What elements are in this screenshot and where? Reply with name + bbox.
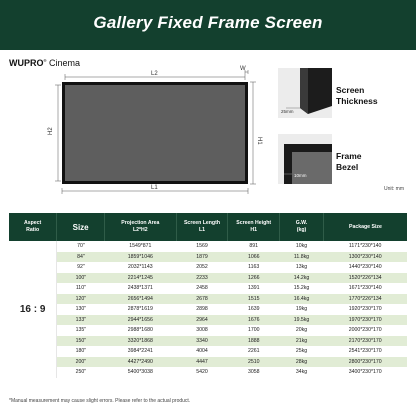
cell-size: 250" — [75, 369, 87, 376]
callout-bezel: Frame Bezel — [336, 151, 362, 172]
table-row — [9, 283, 407, 294]
cell-length: 2233 — [176, 273, 228, 284]
cell-gw: 15.2kg — [293, 285, 310, 292]
cell-length: 4447 — [176, 357, 228, 368]
cell-size: 70" — [77, 243, 85, 250]
cell-length: 1569 — [196, 243, 208, 250]
cell-size: 135" — [75, 327, 87, 334]
cell-size: 120" — [57, 294, 105, 305]
cell-area: 1549*871 — [129, 243, 152, 250]
cell-gw: 10kg — [295, 243, 308, 250]
cell-length: 2964 — [176, 315, 228, 326]
cell-gw: 13kg — [295, 264, 308, 271]
cell-height: 1066 — [228, 252, 280, 263]
brand-suffix: Cinema — [48, 58, 80, 68]
screen-surface — [65, 85, 245, 181]
cell-height: 1266 — [228, 273, 280, 284]
cell-height: 2261 — [247, 348, 260, 355]
cell-gw: 19kg — [295, 306, 308, 313]
cell-area: 2988*1680 — [127, 327, 153, 334]
brand-name: WUPRO — [9, 58, 44, 68]
table-row — [9, 273, 407, 284]
table-row — [9, 294, 407, 305]
cell-height: 1391 — [247, 285, 260, 292]
cell-length: 3340 — [176, 336, 228, 347]
cell-area: 2032*1143 — [127, 264, 153, 271]
cell-gw: 34kg — [295, 369, 308, 376]
cell-area: 3984*2241 — [127, 348, 153, 355]
cell-area: 2878*1619 — [127, 306, 153, 313]
table-row — [9, 325, 407, 336]
cell-size: 200" — [57, 357, 105, 368]
cell-package: 3400*230*170 — [348, 369, 382, 376]
cell-gw: 14.2kg — [280, 273, 324, 284]
table-body — [9, 241, 407, 378]
cell-height: 1639 — [247, 306, 260, 313]
table-header-row — [9, 213, 407, 241]
label-l1: L1 — [151, 185, 158, 191]
header-package-size: Package Size — [323, 213, 407, 241]
callout-thickness: Screen Thickness — [336, 85, 378, 106]
cell-package: 1770*226*134 — [323, 294, 407, 305]
cell-height: 1888 — [228, 336, 280, 347]
cell-height: 3058 — [247, 369, 260, 376]
cell-package: 2000*230*170 — [348, 327, 382, 334]
thickness-label: 25mm — [281, 109, 294, 114]
table-row — [9, 262, 407, 273]
footnote: *Manual measurement may cause slight errors. Please refer to the actual product. — [9, 398, 191, 404]
cell-package: 1171*230*140 — [348, 243, 382, 250]
cell-length: 2678 — [176, 294, 228, 305]
unit-label: Unit: mm — [384, 186, 404, 192]
cell-size: 92" — [77, 264, 85, 271]
table-row — [9, 346, 407, 357]
cell-package: 2541*230*170 — [348, 348, 382, 355]
page-title: Gallery Fixed Frame Screen — [93, 13, 323, 32]
bezel-photo — [278, 134, 332, 184]
cell-gw: 19.5kg — [280, 315, 324, 326]
label-h1: H1 — [256, 137, 262, 145]
cell-gw: 25kg — [295, 348, 308, 355]
cell-length: 1879 — [176, 252, 228, 263]
dimension-h1 — [250, 82, 256, 184]
cell-package: 1520*226*134 — [323, 273, 407, 284]
cell-area: 3320*1868 — [105, 336, 177, 347]
cell-height: 1676 — [228, 315, 280, 326]
cell-height: 1163 — [248, 264, 260, 271]
cell-area: 1859*1046 — [105, 252, 177, 263]
cell-area: 2944*1656 — [105, 315, 177, 326]
spec-table — [9, 213, 407, 378]
cell-package: 2170*230*170 — [323, 336, 407, 347]
dimension-h2 — [55, 85, 61, 181]
cell-area: 2656*1494 — [105, 294, 177, 305]
label-w: W — [240, 66, 246, 72]
table-row — [9, 252, 407, 263]
cell-area: 2214*1245 — [105, 273, 177, 284]
table-row — [9, 336, 407, 347]
cell-package: 2800*230*170 — [323, 357, 407, 368]
brand-logo: WUPRO® Cinema — [9, 58, 80, 68]
header-aspect-ratio: Aspect Ratio — [9, 213, 57, 241]
cell-height: 1515 — [228, 294, 280, 305]
table-row — [9, 315, 407, 326]
header-screen-height: Screen Height H1 — [228, 213, 280, 241]
header-screen-length: Screen Length L1 — [176, 213, 228, 241]
cell-package: 1671*230*140 — [348, 285, 382, 292]
cell-size: 110" — [75, 285, 86, 292]
cell-gw: 21kg — [280, 336, 324, 347]
label-l2: L2 — [151, 71, 158, 77]
cell-height: 2510 — [228, 357, 280, 368]
cell-gw: 28kg — [280, 357, 324, 368]
aspect-ratio-cell: 16 : 9 — [9, 241, 57, 378]
cell-area: 2438*1371 — [127, 285, 153, 292]
table-row — [9, 241, 407, 252]
cell-size: 84" — [57, 252, 105, 263]
cell-package: 1300*230*140 — [323, 252, 407, 263]
table-row — [9, 367, 407, 378]
cell-area: 4427*2490 — [105, 357, 177, 368]
header-size: Size — [57, 213, 105, 241]
cell-height: 891 — [249, 243, 259, 250]
cell-length: 3008 — [196, 327, 208, 334]
cell-package: 1440*230*140 — [348, 264, 382, 271]
label-h2: H2 — [48, 127, 54, 135]
cell-size: 133" — [57, 315, 105, 326]
header-projection-area: Projection Area L2*H2 — [105, 213, 177, 241]
cell-area: 5400*3038 — [127, 369, 153, 376]
cell-size: 100" — [57, 273, 105, 284]
cell-size: 180" — [75, 348, 87, 355]
cell-size: 150" — [57, 336, 105, 347]
bezel-label: 10mm — [294, 173, 307, 178]
cell-height: 1700 — [247, 327, 260, 334]
cell-package: 1970*230*170 — [323, 315, 407, 326]
cell-length: 2052 — [196, 264, 208, 271]
cell-length: 4004 — [196, 348, 208, 355]
cell-size: 130" — [75, 306, 87, 313]
cell-gw: 11.8kg — [280, 252, 324, 263]
table-row — [9, 357, 407, 368]
table-row — [9, 304, 407, 315]
header-gross-weight: G.W. (kg) — [280, 213, 324, 241]
cell-length: 2458 — [196, 285, 208, 292]
cell-gw: 20kg — [295, 327, 308, 334]
cell-length: 5420 — [196, 369, 208, 376]
thickness-photo — [278, 68, 332, 118]
cell-length: 2898 — [196, 306, 208, 313]
cell-gw: 16.4kg — [280, 294, 324, 305]
cell-package: 1920*230*170 — [348, 306, 382, 313]
